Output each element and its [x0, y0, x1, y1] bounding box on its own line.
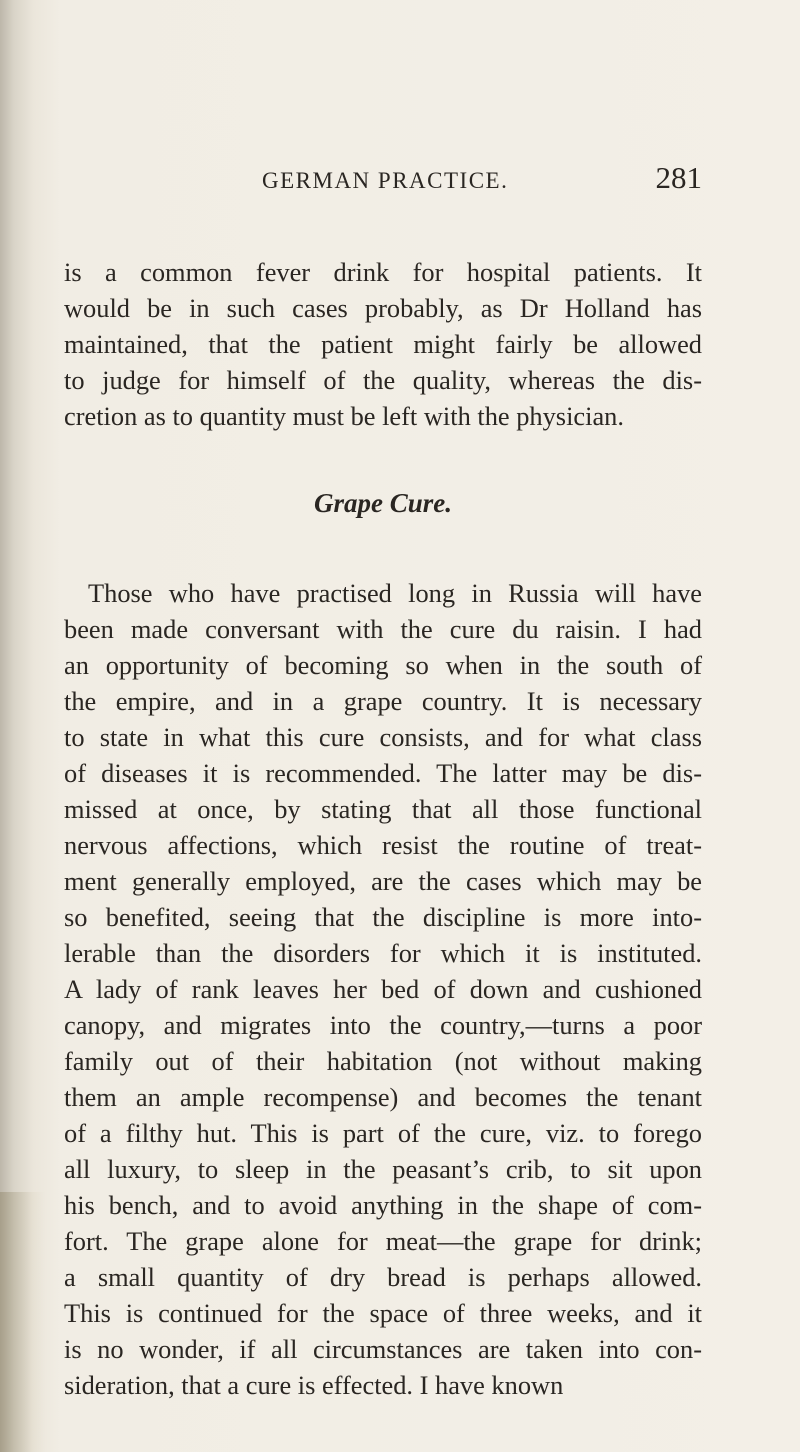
text-line: an opportunity of becoming so when in the south of [64, 650, 702, 680]
text-line: canopy, and migrates into the country,—turns a poor [64, 1010, 702, 1040]
page-header [262, 156, 702, 196]
text-line: ment generally employed, are the cases which may be [64, 866, 702, 896]
text-line: cretion as to quantity must be left with the physician. [64, 401, 624, 431]
running-head: GERMAN PRACTICE. [262, 168, 509, 193]
page-number: 281 [655, 160, 702, 195]
text-line: nervous affections, which resist the routine of treat- [64, 830, 702, 860]
text-line: sideration, that a cure is effected. I have known [64, 1370, 564, 1400]
text-line: is a common fever drink for hospital patients. It [64, 257, 702, 287]
text-line: to judge for himself of the quality, whereas the dis- [64, 365, 702, 395]
text-line: been made conversant with the cure du raisin. I had [64, 614, 702, 644]
text-line: the empire, and in a grape country. It is necessary [64, 686, 702, 716]
text-line: fort. The grape alone for meat—the grape for drink; [64, 1226, 702, 1256]
text-line: is no wonder, if all circumstances are taken into con- [64, 1334, 702, 1364]
text-line: This is continued for the space of three weeks, and it [64, 1298, 702, 1328]
text-line: all luxury, to sleep in the peasant’s crib, to sit upon [64, 1154, 702, 1184]
text-line: maintained, that the patient might fairly be allowed [64, 329, 702, 359]
intro-paragraph [64, 254, 702, 434]
text-line: missed at once, by stating that all those functional [64, 794, 702, 824]
text-line: Those who have practised long in Russia will have [88, 578, 702, 608]
body-text [64, 254, 702, 1403]
text-line: to state in what this cure consists, and for what class [64, 722, 702, 752]
text-line: of diseases it is recommended. The latter may be dis- [64, 758, 702, 788]
text-line: of a filthy hut. This is part of the cure, viz. to forego [64, 1118, 702, 1148]
text-line: would be in such cases probably, as Dr Holland has [64, 293, 702, 323]
text-line: A lady of rank leaves her bed of down and cushioned [64, 974, 702, 1004]
text-line: a small quantity of dry bread is perhaps allowed. [64, 1262, 702, 1292]
text-line: so benefited, seeing that the discipline is more into- [64, 902, 702, 932]
text-line: his bench, and to avoid anything in the shape of com- [64, 1190, 702, 1220]
text-line: them an ample recompense) and becomes the tenant [64, 1082, 702, 1112]
grape-cure-paragraph [64, 575, 702, 1403]
text-line: lerable than the disorders for which it is instituted. [64, 938, 702, 968]
section-heading: Grape Cure. [313, 488, 452, 518]
text-line: family out of their habitation (not without making [64, 1046, 702, 1076]
